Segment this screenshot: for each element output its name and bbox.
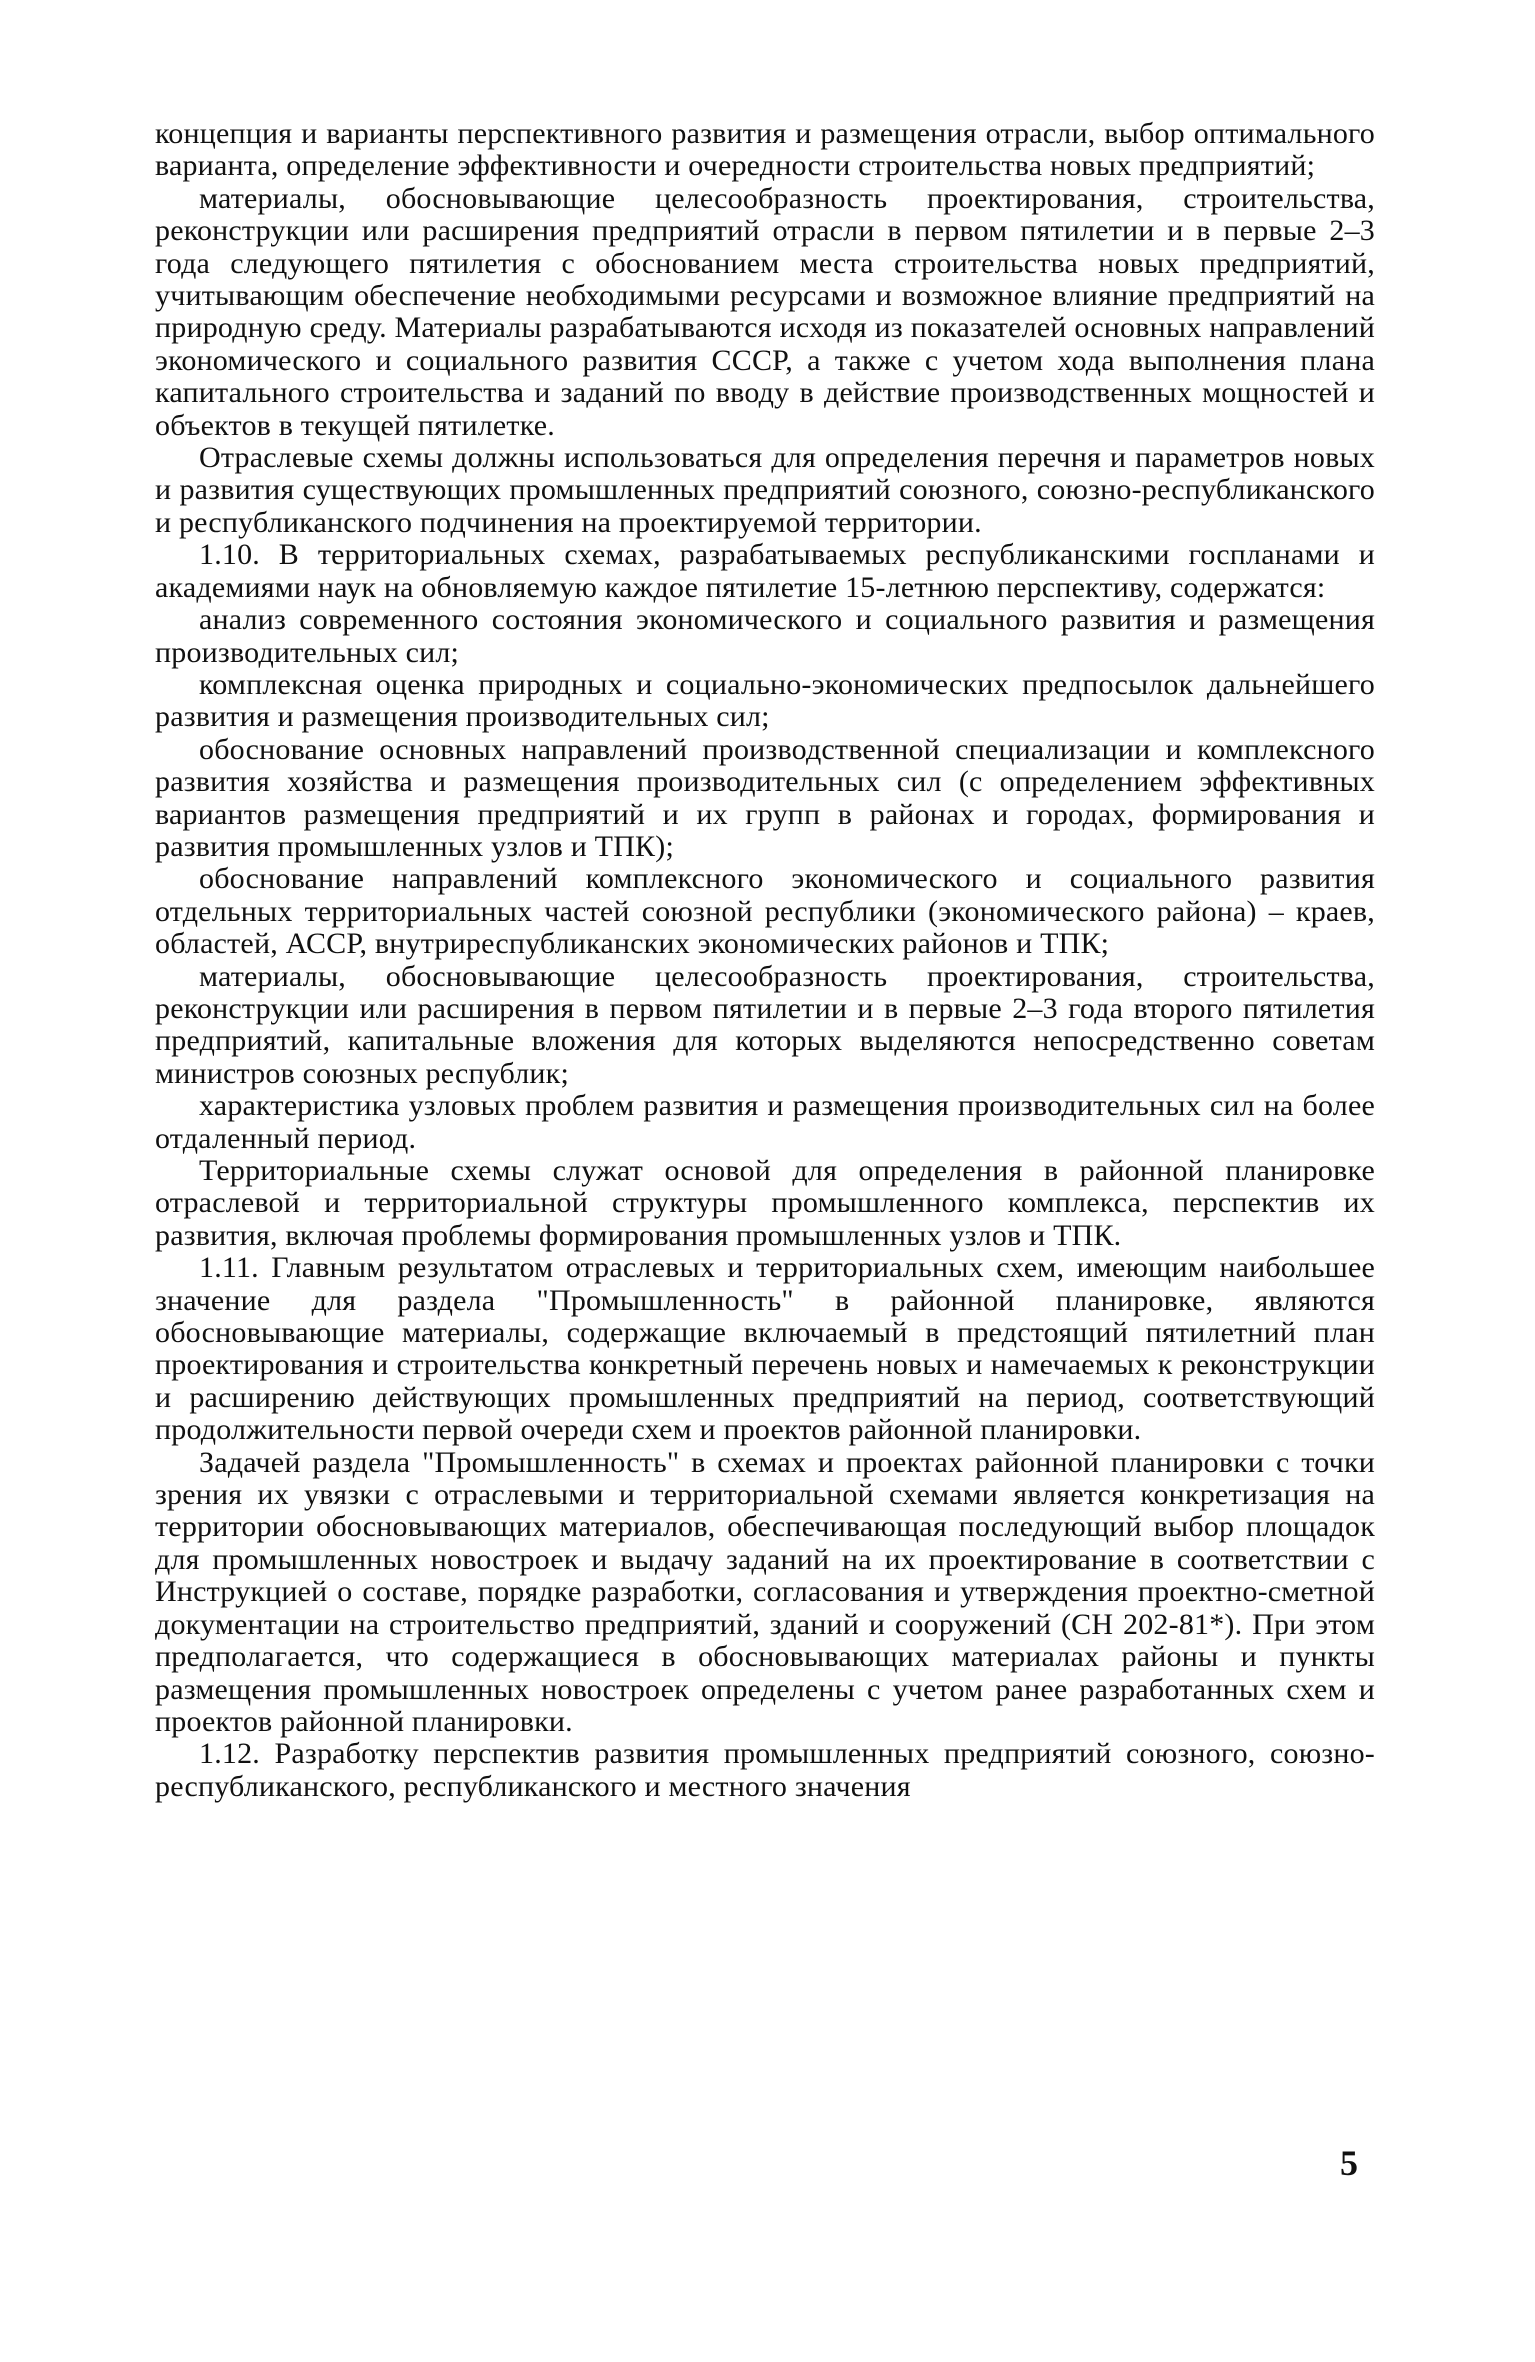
paragraph-11: Территориальные схемы служат основой для определения в районной планировке отраслевой и территориальной структуры промышленного комплекса, перспектив их развития, включая проблемы формирования промышленных узлов и ТПК. xyxy=(155,1154,1375,1252)
document-body xyxy=(155,118,1375,1803)
section-1-12: 1.12. Разработку перспектив развития промышленных предприятий союзного, союзно-республиканского, республиканского и местного значения xyxy=(155,1737,1375,1803)
paragraph-7: обоснование основных направлений производственной специализации и комплексного развития хозяйства и размещения производительных сил (с определением эффективных вариантов размещения предприятий и их групп в районах и городах, формирования и развития промышленных узлов и ТПК); xyxy=(155,732,1375,863)
paragraph-6: комплексная оценка природных и социально-экономических предпосылок дальнейшего развития и размещения производительных сил; xyxy=(155,667,1375,734)
paragraph-13: Задачей раздела "Промышленность" в схемах и проектах районной планировки с точки зрения их увязки с отраслевыми и территориальной схемами является конкретизация на территории обосновывающих материалов, обеспечивающая последующий выбор площадок для промышленных новостроек и выдачу заданий на их проектирование в соответствии с Инструкцией о составе, порядке разработки, согласования и утверждения проектно-сметной документации на строительство предприятий, зданий и сооружений (СН 202-81*). При этом предполагается, что содержащиеся в обосновывающих материалах районы и пункты размещения промышленных новостроек определены с учетом ранее разработанных схем и проектов районной планировки. xyxy=(155,1445,1375,1738)
paragraph-3: Отраслевые схемы должны использоваться для определения перечня и параметров новых и развития существующих промышленных предприятий союзного, союзно-республиканского и республиканского подчинения на проектируемой территории. xyxy=(155,441,1375,539)
paragraph-5: анализ современного состояния экономического и социального развития и размещения производительных сил; xyxy=(155,603,1375,669)
page-number: 5 xyxy=(1340,2143,1358,2183)
paragraph-8: обоснование направлений комплексного экономического и социального развития отдельных территориальных частей союзной республики (экономического района) – краев, областей, АССР, внутриреспубликанских экономических районов и ТПК; xyxy=(155,862,1375,961)
paragraph-10: характеристика узловых проблем развития и размещения производительных сил на более отдаленный период. xyxy=(155,1089,1375,1155)
paragraph-1: концепция и варианты перспективного развития и размещения отрасли, выбор оптимального варианта, определение эффективности и очередности строительства новых предприятий; xyxy=(155,117,1375,183)
paragraph-9: материалы, обосновывающие целесообразность проектирования, строительства, реконструкции или расширения в первом пятилетии и в первые 2–3 года второго пятилетия предприятий, капитальные вложения для которых выделяются непосредственно советам министров союзных республик; xyxy=(155,959,1375,1090)
section-1-10: 1.10. В территориальных схемах, разрабатываемых республиканскими госпланами и академиями наук на обновляемую каждое пятилетие 15-летнюю перспективу, содержатся: xyxy=(155,538,1375,604)
section-1-11: 1.11. Главным результатом отраслевых и территориальных схем, имеющим наибольшее значение для раздела "Промышленность" в районной планировке, являются обосновывающие материалы, содержащие включаемый в предстоящий пятилетний план проектирования и строительства конкретный перечень новых и намечаемых к реконструкции и расширению действующих промышленных предприятий на период, соответствующий продолжительности первой очереди схем и проектов районной планировки. xyxy=(155,1251,1375,1447)
paragraph-2: материалы, обосновывающие целесообразность проектирования, строительства, реконструкции или расширения предприятий отрасли в первом пятилетии и в первые 2–3 года следующего пятилетия с обоснованием места строительства новых предприятий, учитывающим обеспечение необходимыми ресурсами и возможное влияние предприятий на природную среду. Материалы разрабатываются исходя из показателей основных направлений экономического и социального развития СССР, а также с учетом хода выполнения плана капитального строительства и заданий по вводу в действие производственных мощностей и объектов в текущей пятилетке. xyxy=(155,181,1375,442)
